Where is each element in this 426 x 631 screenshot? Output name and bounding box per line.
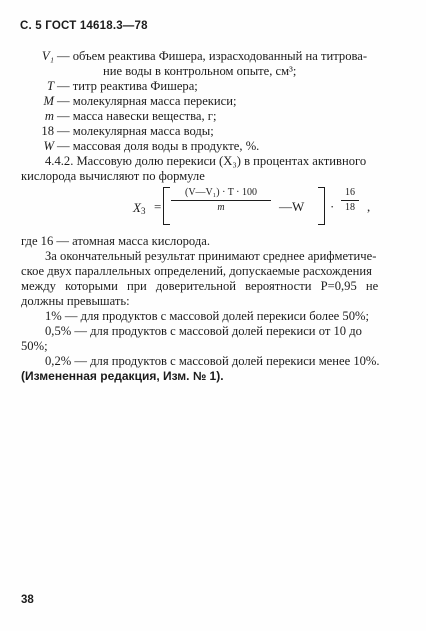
- fraction-numerator: (V—V₁) · T · 100: [171, 187, 271, 201]
- section-4-4-2-line1: 4.4.2. Массовую долю перекиси (X₃) в процентах активного: [45, 154, 367, 168]
- final-result-line1: За окончательный результат принимают среднее арифметиче-: [45, 249, 377, 263]
- tolerance-item-1: 1% — для продуктов с массовой долей перекиси более 50%;: [45, 309, 369, 323]
- tolerance-item-3: 0,2% — для продуктов с массовой долей перекиси менее 10%.: [45, 354, 380, 368]
- definition-item: [21, 124, 398, 139]
- formula-multiply-dot: ·: [330, 199, 335, 214]
- formula-lhs-subscript: 3: [140, 206, 146, 216]
- definition-symbol: 18: [41, 124, 54, 138]
- formula-comma: ,: [367, 199, 371, 214]
- definition-item: [21, 94, 398, 109]
- formula-right-bracket: [318, 187, 325, 225]
- where-line: где 16 — атомная масса кислорода.: [21, 234, 211, 248]
- definition-text: — молекулярная масса перекиси;: [57, 94, 237, 108]
- ratio-denominator: 18: [345, 202, 355, 213]
- formula-lhs-symbol: X: [133, 200, 141, 215]
- formula-lhs: [133, 200, 145, 219]
- edition-note: (Измененная редакция, Изм. № 1).: [21, 369, 224, 383]
- definition-symbol: V₁: [41, 49, 54, 63]
- definition-symbol: W: [43, 139, 54, 153]
- definition-text: — масса навески вещества, г;: [57, 109, 217, 123]
- final-result-line3: между которыми при доверительной вероятности P=0,95 не: [21, 279, 379, 293]
- definition-item: [21, 79, 398, 94]
- formula-ratio-fraction: [341, 187, 359, 214]
- page-number: 38: [21, 594, 34, 606]
- fraction-denominator: m: [217, 202, 225, 213]
- definition-text: — молекулярная масса воды;: [57, 124, 214, 138]
- ratio-numerator: 16: [341, 187, 359, 201]
- definition-item: [21, 49, 398, 64]
- tolerance-item-2-cont: 50%;: [21, 339, 48, 353]
- formula-minus-w: —W: [279, 199, 305, 214]
- page-content: [21, 49, 398, 384]
- definitions-list: [21, 49, 398, 154]
- definition-text: — объем реактива Фишера, израсходованный на титрова-: [57, 49, 368, 63]
- final-result-line2: ское двух параллельных определений, допускаемые расхождения: [21, 264, 372, 278]
- definition-continuation: ние воды в контрольном опыте, см³;: [103, 64, 297, 78]
- definition-text: — массовая доля воды в продукте, %.: [57, 139, 260, 153]
- formula-equals: =: [154, 199, 162, 214]
- final-result-line4: должны превышать:: [21, 294, 130, 308]
- definition-item: [21, 139, 398, 154]
- definition-text: — титр реактива Фишера;: [57, 79, 198, 93]
- page-header: С. 5 ГОСТ 14618.3—78: [20, 20, 148, 32]
- definition-item: [21, 109, 398, 124]
- tolerance-item-2: 0,5% — для продуктов с массовой долей перекиси от 10 до: [45, 324, 362, 338]
- definition-symbol: M: [43, 94, 54, 108]
- definition-symbol: m: [44, 109, 54, 123]
- formula-left-bracket: [163, 187, 170, 225]
- section-4-4-2-line2: кислорода вычисляют по формуле: [21, 169, 205, 183]
- definition-symbol: T: [46, 79, 54, 93]
- formula-main-fraction: [171, 187, 271, 214]
- formula-block: [21, 186, 398, 230]
